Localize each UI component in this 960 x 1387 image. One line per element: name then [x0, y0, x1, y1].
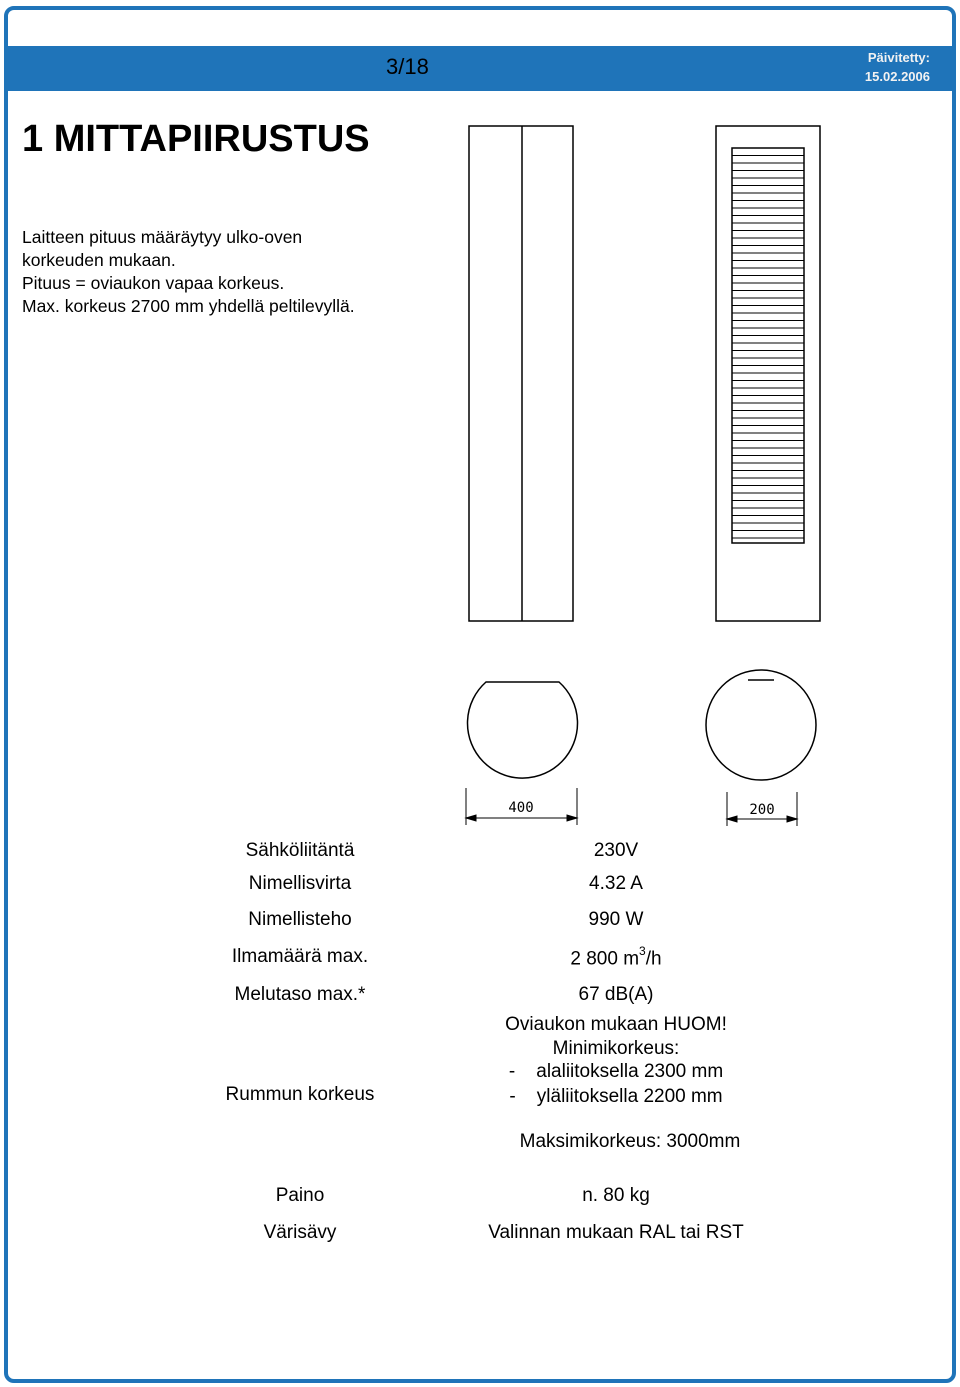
spec-value-power-connection: 230V — [593, 840, 639, 861]
grille-frame — [732, 148, 804, 543]
drum-height-line-4: - yläliitoksella 2200 mm — [509, 1086, 723, 1107]
dimension-right-label: 200 — [749, 802, 775, 818]
side-view — [469, 126, 573, 621]
airflow-unit-suffix: /h — [645, 948, 662, 970]
spec-value-rated-power: 990 W — [588, 909, 644, 930]
grille — [732, 148, 804, 543]
spec-value-noise: 67 dB(A) — [578, 984, 654, 1005]
spec-label-drum-height: Rummun korkeus — [225, 1084, 375, 1105]
spec-value-color: Valinnan mukaan RAL tai RST — [488, 1222, 744, 1243]
spec-label-noise: Melutaso max.* — [234, 984, 366, 1005]
intro-line: Laitteen pituus määräytyy ulko-oven — [22, 227, 303, 247]
front-view — [716, 126, 820, 621]
spec-label-power-connection: Sähköliitäntä — [245, 840, 355, 861]
spec-value-weight: n. 80 kg — [582, 1185, 650, 1206]
intro-line: korkeuden mukaan. — [22, 250, 176, 270]
drum-height-line-1: Oviaukon mukaan HUOM! — [505, 1014, 727, 1035]
dimension-left-label: 400 — [508, 800, 534, 816]
updated-label: Päivitetty: — [867, 50, 930, 65]
page-number: 3/18 — [386, 54, 429, 79]
airflow-value: 2 800 m — [570, 948, 640, 970]
spec-label-rated-power: Nimellisteho — [248, 909, 352, 930]
top-view-right — [706, 670, 816, 780]
page-title: 1 MITTAPIIRUSTUS — [22, 118, 370, 160]
drum-height-line-2: Minimikorkeus: — [552, 1038, 680, 1059]
drum-height-max: Maksimikorkeus: 3000mm — [519, 1131, 741, 1152]
intro-line: Max. korkeus 2700 mm yhdellä peltilevyllä. — [22, 296, 355, 316]
top-view-left — [468, 682, 578, 778]
airflow-unit-exponent: 3 — [639, 944, 646, 958]
spec-label-color: Värisävy — [263, 1222, 337, 1243]
intro-line: Pituus = oviaukon vapaa korkeus. — [22, 273, 285, 293]
updated-date: 15.02.2006 — [864, 69, 930, 84]
spec-label-rated-current: Nimellisvirta — [248, 873, 352, 894]
drum-height-line-3: - alaliitoksella 2300 mm — [508, 1061, 724, 1082]
spec-value-rated-current: 4.32 A — [589, 873, 643, 894]
spec-label-airflow: Ilmamäärä max. — [231, 946, 369, 967]
spec-value-airflow — [426, 946, 806, 970]
spec-label-weight: Paino — [275, 1185, 325, 1206]
